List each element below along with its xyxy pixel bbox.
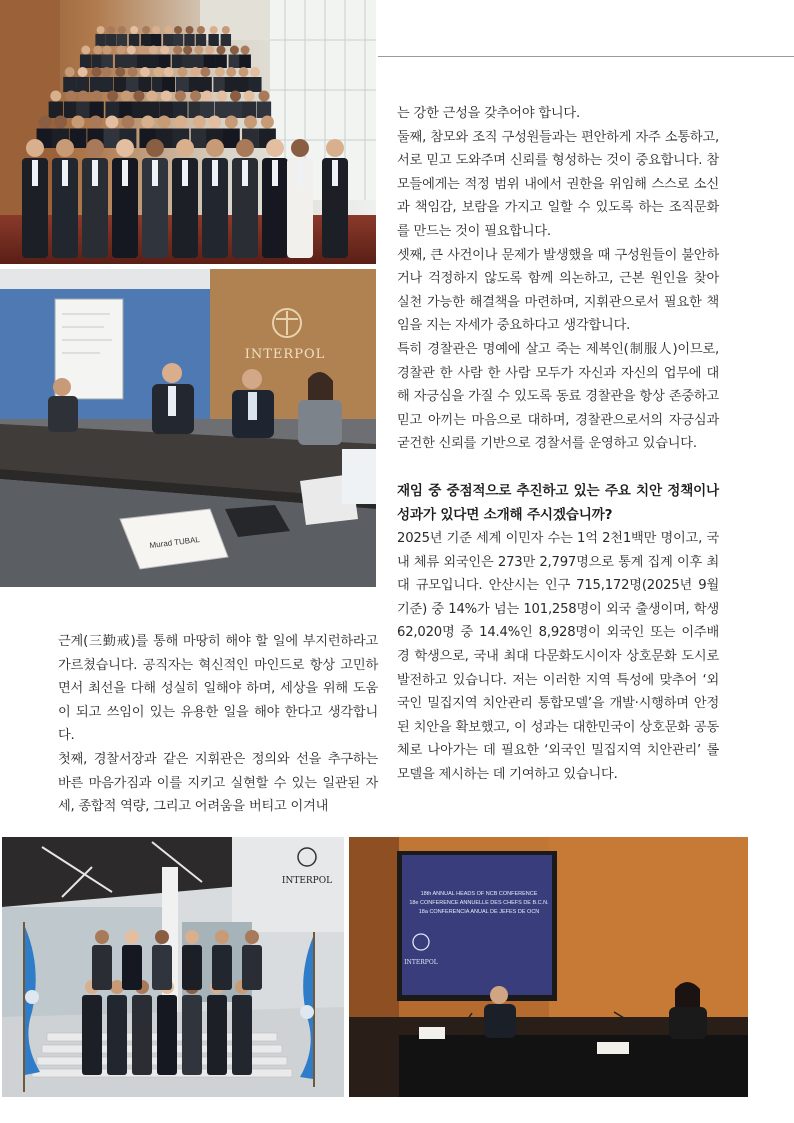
- crowd-head: [226, 67, 236, 77]
- entrance-figure: [242, 945, 262, 990]
- crowd-head: [116, 46, 125, 55]
- entrance-head: [110, 980, 124, 994]
- front-row-head: [26, 139, 44, 157]
- crowd-figure: [80, 55, 92, 69]
- crowd-head: [65, 67, 75, 77]
- crowd-head: [244, 91, 255, 102]
- crowd-figure: [105, 102, 119, 119]
- crowd-head: [105, 116, 118, 129]
- front-row-head: [236, 139, 254, 157]
- crowd-figure: [95, 34, 105, 46]
- interview-answer: 2025년 기준 세계 이민자 수는 1억 2천1백만 명이고, 국내 체류 외국인은 273만 2,797명으로 통계 집계 이후 최대 규모입니다. 안산시는 인구 715,172명(2025년 9월 기준) 중 14%가 넘는 101,258명이 외국 출생이며, 학생 62,020명 중 14.4%인 8,928명이 외국인 또는 이주배경 학생으로, 국내 최대 다문화도시이자 상호문화 도시로 발전하고 있습니다. 저는 이러한 지역 특성에 맞추어 ‘외국인 밀집지역 치안관리 통합모델’을 개발·시행하며 안정된 치안을 확보했고, 이 성과는 대한민국이 상호문화 공동체로 나아가는 데 필요한 ‘외국인 밀집지역 치안관리’ 롤모델을 제시하는 데 기여하고 있습니다.: [397, 531, 719, 783]
- crowd-head: [222, 26, 230, 34]
- crowd-head: [216, 91, 227, 102]
- entrance-head: [215, 930, 229, 944]
- front-row-head: [176, 139, 194, 157]
- crowd-figure: [162, 77, 175, 92]
- crowd-head: [140, 67, 150, 77]
- crowd-head: [78, 67, 88, 77]
- crowd-figure: [215, 102, 229, 119]
- crowd-figure: [76, 77, 89, 92]
- screen-brand: INTERPOL: [404, 959, 438, 966]
- entrance-interpol-text: INTERPOL: [281, 876, 333, 886]
- crowd-figure: [159, 102, 173, 119]
- crowd-figure: [200, 102, 214, 119]
- entrance-figure: [107, 995, 127, 1075]
- shirt: [152, 160, 158, 186]
- entrance-figure: [182, 945, 202, 990]
- crowd-figure: [129, 34, 139, 46]
- screen-line-3: 18a CONFERENCIA ANUAL DE JEFES DE OCN: [418, 909, 540, 915]
- shirt: [62, 160, 68, 186]
- crowd-head: [174, 116, 187, 129]
- crowd-head: [160, 46, 169, 55]
- crowd-head: [91, 67, 101, 77]
- crowd-figure: [151, 34, 161, 46]
- photo-conference-stage: [349, 837, 748, 1097]
- crowd-head: [133, 91, 144, 102]
- crowd-head: [164, 26, 172, 34]
- crowd-figure: [173, 34, 183, 46]
- crowd-head: [190, 91, 201, 102]
- crowd-figure: [145, 102, 159, 119]
- entrance-figure: [132, 995, 152, 1075]
- left-paragraph-1: 근계(三勤戒)를 통해 마땅히 해야 할 일에 부지런하라고 가르쳤습니다. 공직자는 혁신적인 마인드로 항상 고민하면서 최선을 다해 성실히 일해야 하며, 세상을 위해 도움이 되고 쓰임이 있는 유용한 일을 해야 한다고 생각합니다.: [58, 634, 378, 744]
- screen-line-1: 18th ANNUAL HEADS OF NCB CONFERENCE: [420, 891, 538, 897]
- crowd-head: [250, 67, 260, 77]
- shirt: [212, 160, 218, 186]
- crowd-head: [183, 46, 192, 55]
- crowd-head: [230, 46, 239, 55]
- crowd-head: [118, 26, 126, 34]
- crowd-head: [230, 91, 241, 102]
- crowd-head: [138, 46, 147, 55]
- crowd-head: [152, 26, 160, 34]
- crowd-head: [54, 116, 67, 129]
- crowd-figure: [184, 34, 194, 46]
- crowd-head: [161, 91, 172, 102]
- interpol-wall-text: INTERPOL: [244, 347, 326, 362]
- entrance-figure: [152, 945, 172, 990]
- entrance-head: [185, 930, 199, 944]
- photo-group-hall: [0, 0, 376, 264]
- crowd-head: [102, 67, 112, 77]
- crowd-head: [175, 91, 186, 102]
- crowd-head: [241, 46, 250, 55]
- shirt: [272, 160, 278, 186]
- crowd-head: [121, 116, 134, 129]
- front-row-head: [146, 139, 164, 157]
- crowd-figure: [225, 77, 238, 92]
- crowd-head: [216, 46, 225, 55]
- front-row-head: [56, 139, 74, 157]
- entrance-figure: [232, 995, 252, 1075]
- crowd-figure: [196, 34, 206, 46]
- crowd-head: [97, 26, 105, 34]
- crowd-figure: [163, 34, 173, 46]
- crowd-figure: [100, 77, 113, 92]
- crowd-figure: [141, 34, 151, 46]
- crowd-figure: [126, 77, 139, 92]
- front-row-head: [116, 139, 134, 157]
- crowd-figure: [64, 102, 78, 119]
- entrance-figure: [82, 995, 102, 1075]
- crowd-head: [141, 116, 154, 129]
- front-row-head: [326, 139, 344, 157]
- right-paragraph-1: 는 강한 근성을 갖추어야 합니다.: [397, 106, 580, 121]
- crowd-figure: [106, 34, 116, 46]
- crowd-figure: [237, 77, 250, 92]
- crowd-head: [103, 46, 112, 55]
- crowd-head: [215, 67, 225, 77]
- crowd-figure: [176, 77, 189, 92]
- crowd-head: [258, 91, 269, 102]
- crowd-head: [197, 26, 205, 34]
- crowd-head: [50, 91, 61, 102]
- shirt: [332, 160, 338, 186]
- shirt: [32, 160, 38, 186]
- crowd-figure: [63, 77, 76, 92]
- crowd-head: [65, 91, 76, 102]
- entrance-head: [155, 930, 169, 944]
- crowd-figure: [119, 102, 133, 119]
- crowd-head: [244, 116, 257, 129]
- entrance-head: [95, 930, 109, 944]
- crowd-figure: [172, 55, 184, 69]
- entrance-head: [245, 930, 259, 944]
- front-row-head: [86, 139, 104, 157]
- photo-interpol-entrance: [2, 837, 344, 1097]
- crowd-head: [89, 116, 102, 129]
- entrance-head: [125, 930, 139, 944]
- entrance-figure: [207, 995, 227, 1075]
- crowd-figure: [137, 55, 149, 69]
- entrance-figure: [212, 945, 232, 990]
- screen-line-2: 18e CONFERENCE ANNUELLE DES CHEFS DE B.C.N.: [409, 900, 549, 906]
- crowd-head: [174, 26, 182, 34]
- crowd-figure: [101, 55, 113, 69]
- left-paragraph-2: 첫째, 경찰서장과 같은 지휘관은 정의와 선을 추구하는 바른 마음가짐과 이를 지키고 실현할 수 있는 일관된 자세, 종합적 역량, 그리고 어려움을 버티고 이겨내: [58, 751, 378, 815]
- crowd-head: [130, 26, 138, 34]
- crowd-figure: [193, 55, 205, 69]
- crowd-head: [164, 67, 174, 77]
- crowd-head: [91, 91, 102, 102]
- crowd-head: [205, 46, 214, 55]
- crowd-head: [81, 46, 90, 55]
- crowd-head: [193, 116, 206, 129]
- nameplate-text: Murad TUBAL: [149, 534, 201, 551]
- crowd-head: [78, 91, 89, 102]
- shirt: [182, 160, 188, 186]
- crowd-head: [146, 91, 157, 102]
- crowd-head: [261, 116, 274, 129]
- crowd-head: [39, 116, 52, 129]
- shirt: [242, 160, 248, 186]
- photo-interpol-meeting: [0, 269, 376, 587]
- crowd-head: [185, 26, 193, 34]
- crowd-head: [107, 91, 118, 102]
- crowd-figure: [125, 55, 137, 69]
- crowd-figure: [159, 55, 171, 69]
- entrance-figure: [157, 995, 177, 1075]
- crowd-figure: [249, 77, 262, 92]
- crowd-figure: [115, 55, 127, 69]
- crowd-figure: [215, 55, 227, 69]
- crowd-head: [142, 26, 150, 34]
- crowd-head: [208, 116, 221, 129]
- crowd-figure: [138, 77, 151, 92]
- crowd-figure: [257, 102, 271, 119]
- crowd-figure: [90, 102, 104, 119]
- crowd-figure: [182, 55, 194, 69]
- front-row-head: [266, 139, 284, 157]
- crowd-figure: [213, 77, 226, 92]
- right-paragraph-2: 둘째, 참모와 조직 구성원들과는 편안하게 자주 소통하고, 서로 믿고 도와주며 신뢰를 형성하는 것이 중요합니다. 참모들에게는 적정 범위 내에서 권한을 위임해 스스로 소신과 책임감, 보람을 가지고 일할 수 있도록 하는 조직문화를 만드는 것이 필요합니다.: [397, 129, 719, 239]
- crowd-figure: [114, 77, 127, 92]
- crowd-figure: [117, 34, 127, 46]
- crowd-figure: [204, 55, 216, 69]
- entrance-figure: [182, 995, 202, 1075]
- crowd-head: [128, 67, 138, 77]
- front-row-head: [206, 139, 224, 157]
- header-rule: [378, 56, 794, 57]
- shirt: [92, 160, 98, 186]
- shirt: [297, 160, 303, 186]
- crowd-head: [194, 46, 203, 55]
- crowd-head: [107, 26, 115, 34]
- crowd-figure: [228, 102, 242, 119]
- crowd-figure: [229, 55, 241, 69]
- crowd-head: [225, 116, 238, 129]
- interview-question: 재임 중 중점적으로 추진하고 있는 주요 치안 정책이나 성과가 있다면 소개해 주시겠습니까?: [397, 482, 719, 523]
- crowd-head: [190, 67, 200, 77]
- right-paragraph-3: 셋째, 큰 사건이나 문제가 발생했을 때 구성원들이 불안하거나 걱정하지 않도록 함께 의논하고, 근본 원인을 찾아 실천 가능한 해결책을 마련하며, 지휘관으로서 필요한 책임을 지는 자세가 중요하다고 생각합니다.: [397, 247, 719, 334]
- crowd-head: [154, 67, 164, 77]
- crowd-figure: [242, 102, 256, 119]
- crowd-head: [177, 67, 187, 77]
- crowd-head: [93, 46, 102, 55]
- crowd-figure: [221, 34, 231, 46]
- crowd-head: [72, 116, 85, 129]
- article-left-column: [58, 630, 378, 819]
- article-right-column: [397, 102, 719, 787]
- crowd-head: [200, 67, 210, 77]
- crowd-figure: [208, 34, 218, 46]
- crowd-head: [201, 91, 212, 102]
- crowd-head: [115, 67, 125, 77]
- shirt: [122, 160, 128, 186]
- crowd-head: [210, 26, 218, 34]
- entrance-figure: [122, 945, 142, 990]
- crowd-head: [121, 91, 132, 102]
- crowd-head: [149, 46, 158, 55]
- crowd-figure: [148, 55, 160, 69]
- entrance-figure: [92, 945, 112, 990]
- crowd-head: [127, 46, 136, 55]
- crowd-figure: [199, 77, 212, 92]
- crowd-head: [158, 116, 171, 129]
- right-paragraph-4: 특히 경찰관은 명예에 살고 죽는 제복인(制服人)이므로, 경찰관 한 사람 한 사람 모두가 자신과 자신의 업무에 대해 자긍심을 가질 수 있도록 동료 경찰관을 항상 존중하고 믿고 아끼는 마음으로 대하며, 경찰관으로서의 자긍심과 굳건한 신뢰를 기반으로 경찰서를 운영하고 있습니다.: [397, 341, 719, 452]
- front-row-head: [291, 139, 309, 157]
- crowd-figure: [239, 55, 251, 69]
- crowd-figure: [132, 102, 146, 119]
- crowd-head: [173, 46, 182, 55]
- crowd-head: [238, 67, 248, 77]
